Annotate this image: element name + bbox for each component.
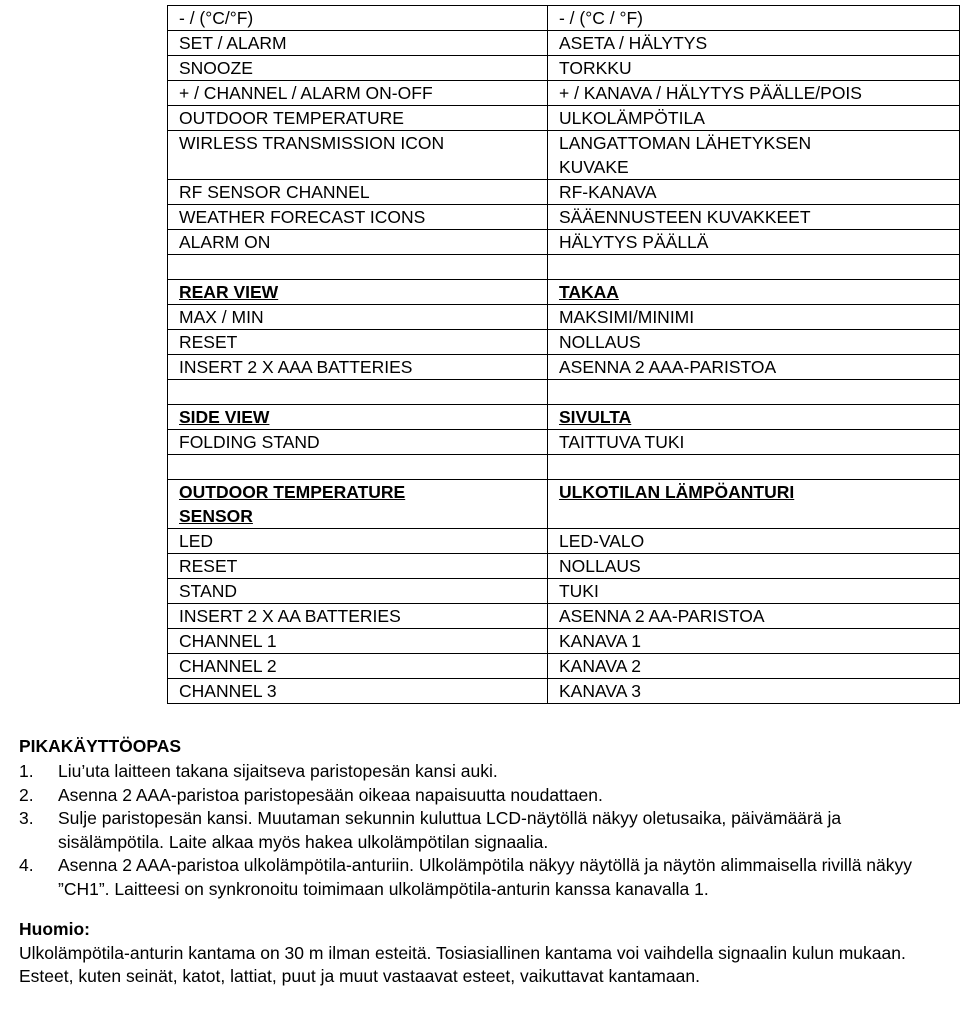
fi-cell (547, 380, 959, 405)
en-cell: CHANNEL 3 (168, 679, 548, 704)
fi-cell: TORKKU (547, 56, 959, 81)
table-row-blank (168, 380, 960, 405)
fi-cell: MAKSIMI/MINIMI (547, 305, 959, 330)
note-block (19, 918, 959, 989)
table-row (168, 180, 960, 205)
step-number: 4. (19, 855, 34, 875)
en-cell: INSERT 2 X AA BATTERIES (168, 604, 548, 629)
fi-cell: + / KANAVA / HÄLYTYS PÄÄLLE/POIS (547, 81, 959, 106)
table-row (168, 31, 960, 56)
table-row (168, 529, 960, 554)
en-cell: LED (168, 529, 548, 554)
table-row (168, 679, 960, 704)
step-number: 3. (19, 808, 34, 828)
en-cell: SET / ALARM (168, 31, 548, 56)
en-cell: FOLDING STAND (168, 430, 548, 455)
en-cell: WIRLESS TRANSMISSION ICON (168, 131, 548, 180)
fi-cell: KANAVA 3 (547, 679, 959, 704)
en-cell: RF SENSOR CHANNEL (168, 180, 548, 205)
en-cell: OUTDOOR TEMPERATURE (168, 106, 548, 131)
table-row-blank (168, 455, 960, 480)
fi-cell: KANAVA 1 (547, 629, 959, 654)
section-header-row (168, 480, 960, 529)
fi-cell: TUKI (547, 579, 959, 604)
fi-cell: ASETA / HÄLYTYS (547, 31, 959, 56)
en-section-header: REAR VIEW (168, 280, 548, 305)
fi-cell: ASENNA 2 AAA-PARISTOA (547, 355, 959, 380)
fi-cell: TAITTUVA TUKI (547, 430, 959, 455)
translation-table (167, 5, 960, 704)
en-cell (168, 255, 548, 280)
fi-cell: NOLLAUS (547, 554, 959, 579)
step-text: Asenna 2 AAA-paristoa ulkolämpötila-anturiin. Ulkolämpötila näkyy näytöllä ja näytön alimmaisella rivillä näkyy ”CH1”. Laitteesi on synkronoitu toimimaan ulkolämpötila-anturin kanssa kanavalla 1. (58, 855, 913, 899)
fi-cell: ULKOLÄMPÖTILA (547, 106, 959, 131)
en-cell (168, 455, 548, 480)
step-number: 2. (19, 784, 34, 805)
fi-cell (547, 255, 959, 280)
note-text: Ulkolämpötila-anturin kantama on 30 m ilman esteitä. Tosiasiallinen kantama voi vaihdella signaalin kulun mukaan. Esteet, kuten seinät, katot, lattiat, puut ja muut vastaavat esteet, vaikuttavat kantamaan. (19, 942, 906, 986)
en-cell: ALARM ON (168, 230, 548, 255)
table-row (168, 629, 960, 654)
fi-cell: HÄLYTYS PÄÄLLÄ (547, 230, 959, 255)
en-cell: CHANNEL 2 (168, 654, 548, 679)
section-header-row (168, 280, 960, 305)
en-cell: CHANNEL 1 (168, 629, 548, 654)
table-row (168, 305, 960, 330)
table-row (168, 355, 960, 380)
fi-cell: RF-KANAVA (547, 180, 959, 205)
table-row (168, 106, 960, 131)
table-row (168, 330, 960, 355)
guide-step (19, 854, 959, 901)
en-cell: SNOOZE (168, 56, 548, 81)
table-row (168, 230, 960, 255)
step-text: Asenna 2 AAA-paristoa paristopesään oikeaa napaisuutta noudattaen. (58, 784, 603, 805)
fi-cell (547, 455, 959, 480)
fi-cell: NOLLAUS (547, 330, 959, 355)
fi-section-header: ULKOTILAN LÄMPÖANTURI (547, 480, 959, 529)
en-cell: MAX / MIN (168, 305, 548, 330)
guide-step (19, 784, 959, 808)
table-row (168, 131, 960, 180)
en-cell: INSERT 2 X AAA BATTERIES (168, 355, 548, 380)
guide-step (19, 807, 959, 854)
quick-guide (19, 736, 959, 989)
en-cell: WEATHER FORECAST ICONS (168, 205, 548, 230)
note-title: Huomio: (19, 919, 90, 939)
en-cell: RESET (168, 330, 548, 355)
step-text: Liu’uta laitteen takana sijaitseva paristopesän kansi auki. (58, 761, 498, 781)
table-row (168, 81, 960, 106)
fi-cell: LED-VALO (547, 529, 959, 554)
en-section-header: SIDE VIEW (168, 405, 548, 430)
table-row (168, 554, 960, 579)
fi-section-header: SIVULTA (547, 405, 959, 430)
fi-section-header: TAKAA (547, 280, 959, 305)
table-row (168, 56, 960, 81)
fi-cell: LANGATTOMAN LÄHETYKSEN KUVAKE (547, 131, 959, 180)
en-cell: - / (°C/°F) (168, 6, 548, 31)
table-row (168, 205, 960, 230)
section-header-row (168, 405, 960, 430)
table-row (168, 654, 960, 679)
fi-cell: ASENNA 2 AA-PARISTOA (547, 604, 959, 629)
table-row (168, 430, 960, 455)
step-text: Sulje paristopesän kansi. Muutaman sekunnin kuluttua LCD-näytöllä näkyy oletusaika, päivämäärä ja sisälämpötila. Laite alkaa myös hakea ulkolämpötilan signaalia. (58, 808, 842, 852)
guide-title: PIKAKÄYTTÖOPAS (19, 736, 182, 756)
en-section-header: OUTDOOR TEMPERATURE SENSOR (168, 480, 548, 529)
table-row-blank (168, 255, 960, 280)
en-cell (168, 380, 548, 405)
fi-cell: KANAVA 2 (547, 654, 959, 679)
step-number: 1. (19, 761, 34, 781)
table-row (168, 604, 960, 629)
fi-cell: - / (°C / °F) (547, 6, 959, 31)
guide-steps (19, 760, 959, 901)
fi-cell: SÄÄENNUSTEEN KUVAKKEET (547, 205, 959, 230)
table-row (168, 579, 960, 604)
guide-step (19, 760, 959, 784)
en-cell: + / CHANNEL / ALARM ON-OFF (168, 81, 548, 106)
en-cell: STAND (168, 579, 548, 604)
table-row (168, 6, 960, 31)
en-cell: RESET (168, 554, 548, 579)
